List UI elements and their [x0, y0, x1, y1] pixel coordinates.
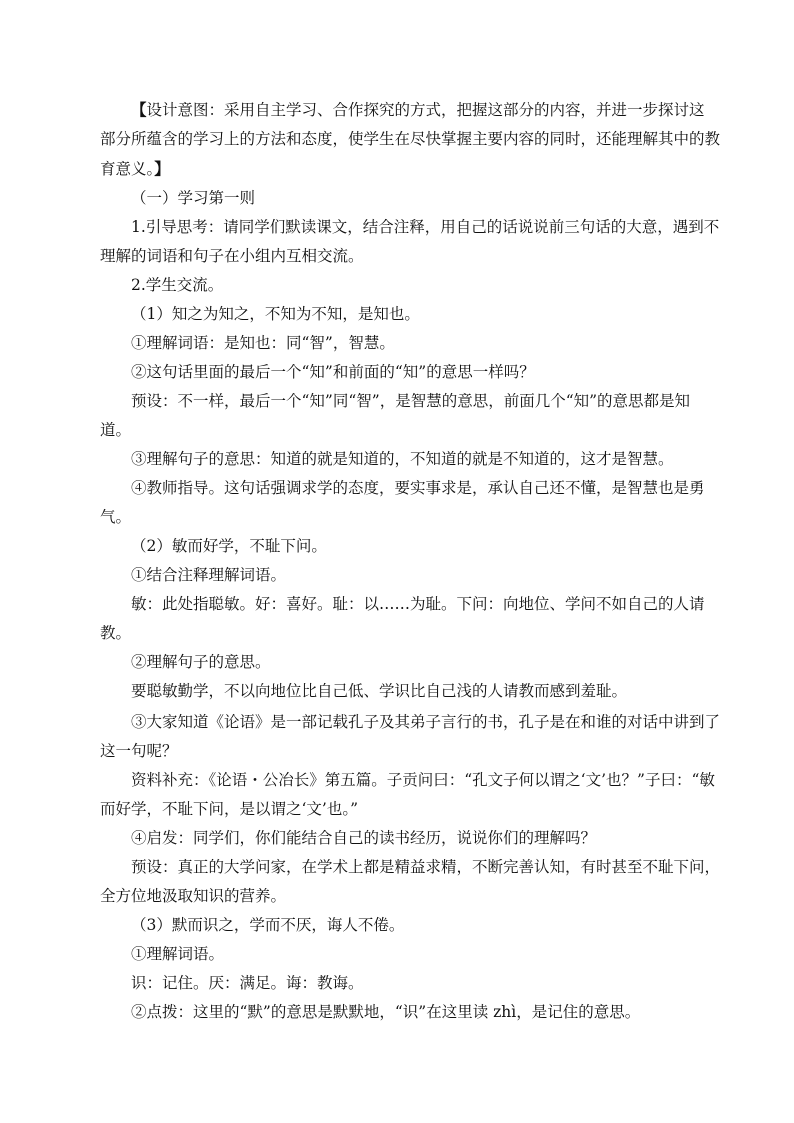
paragraph-item: ①理解词语：是知也：同“智”，智慧。	[131, 334, 395, 352]
paragraph-item: ③理解句子的意思：知道的就是知道的，不知道的就是不知道的，这才是智慧。	[131, 450, 674, 468]
paragraph-definitions: 识：记住。厌：满足。诲：教诲。	[131, 974, 364, 992]
paragraph-item: ①结合注释理解词语。	[131, 566, 287, 584]
paragraph-definitions: 敏：此处指聪敏。好：喜好。耻：以……为耻。下问：向地位、学问不如自己的人请教。	[100, 595, 705, 642]
paragraph-student-exchange: 2.学生交流。	[131, 276, 224, 294]
paragraph-translation: 要聪敏勤学，不以向地位比自己低、学识比自己浅的人请教而感到羞耻。	[131, 682, 628, 700]
paragraph-preset: 预设：不一样，最后一个“知”同“智”，是智慧的意思，前面几个“知”的意思都是知道。	[100, 392, 691, 439]
paragraph-hint: ②点拨：这里的“默”的意思是默默地，“识”在这里读 zhì，是记住的意思。	[131, 1003, 641, 1021]
paragraph-quote-3: （3）默而识之，学而不厌，诲人不倦。	[131, 916, 405, 934]
paragraph-item: ④教师指导。这句话强调求学的态度，要实事求是，承认自己还不懂，是智慧也是勇气。	[100, 479, 705, 526]
design-intent-text: 设计意图：采用自主学习、合作探究的方式，把握这部分的内容，并进一步探讨这部分所蕴含的学习上的方法和态度，使学生在尽快掌握主要内容的同时，还能理解其中的教育意义。	[100, 101, 721, 178]
design-intent-paragraph	[100, 95, 720, 184]
paragraph-guided-thinking: 1.引导思考：请同学们默读课文，结合注释，用自己的话说说前三句话的大意，遇到不理解的词语和句子在小组内互相交流。	[100, 218, 720, 265]
paragraph-item: ①理解词语。	[131, 945, 225, 963]
paragraph-item: ②这句话里面的最后一个“知”和前面的“知”的意思一样吗？	[131, 363, 535, 381]
design-intent-close-bracket: 】	[154, 159, 170, 178]
design-intent-open-bracket: 【	[131, 100, 147, 119]
section-heading: （一）学习第一则	[131, 189, 256, 207]
paragraph-item: ④启发：同学们，你们能结合自己的读书经历，说说你们的理解吗？	[131, 829, 597, 847]
paragraph-quote-2: （2）敏而好学，不耻下问。	[131, 537, 327, 555]
paragraph-quote-1: （1）知之为知之，不知为不知，是知也。	[131, 305, 420, 323]
paragraph-question: ③大家知道《论语》是一部记载孔子及其弟子言行的书，孔子是在和谁的对话中讲到了这一句呢？	[100, 713, 721, 760]
document-body	[100, 95, 720, 1027]
paragraph-item: ②理解句子的意思。	[131, 653, 271, 671]
paragraph-supplement: 资料补充：《论语・公冶长》第五篇。子贡问曰：“孔文子何以谓之‘文’也？”子曰：“敏而好学，不耻下问，是以谓之‘文’也。”	[100, 771, 715, 818]
paragraph-preset: 预设：真正的大学问家，在学术上都是精益求精，不断完善认知，有时甚至不耻下问，全方位地汲取知识的营养。	[100, 858, 721, 905]
